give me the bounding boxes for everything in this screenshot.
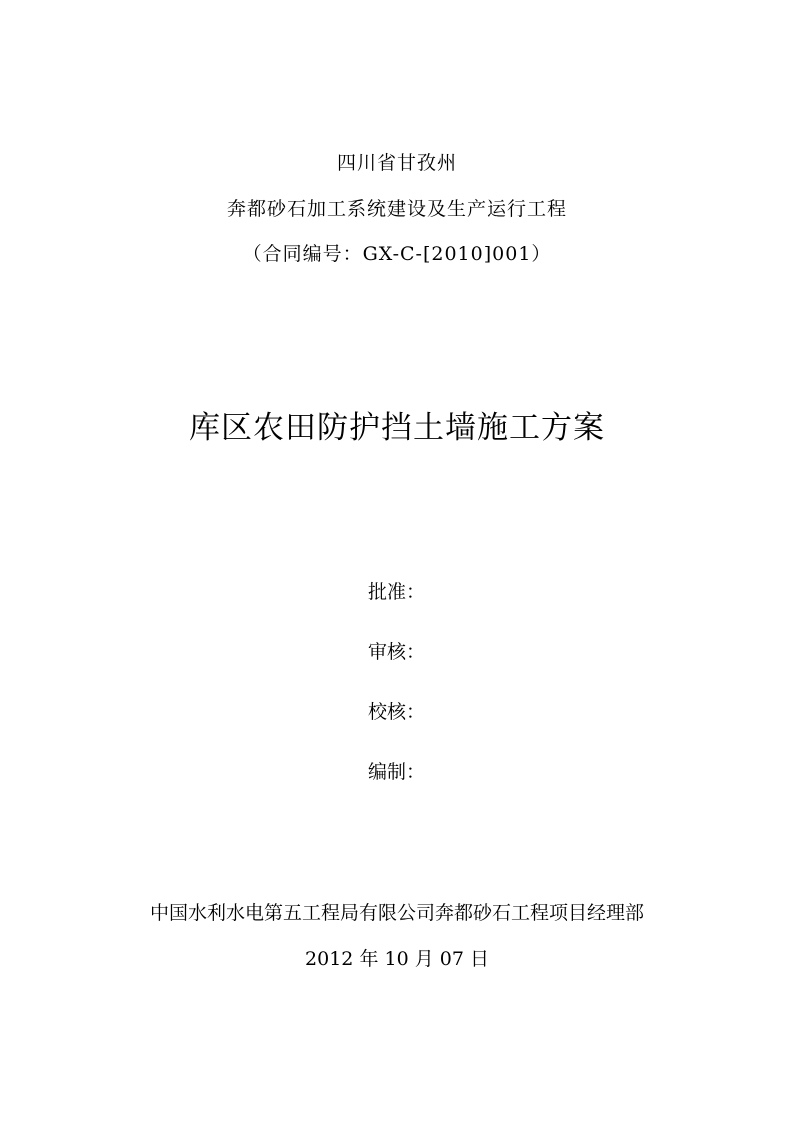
review-label: 审核： <box>368 641 426 663</box>
header-contract-number: （合同编号：GX-C-[2010]001） <box>242 243 552 265</box>
header-location: 四川省甘孜州 <box>336 152 457 174</box>
approve-label: 批准： <box>368 581 426 603</box>
check-label: 校核： <box>368 701 426 723</box>
footer-date: 2012 年 10 月 07 日 <box>305 948 489 970</box>
footer-organization: 中国水利水电第五工程局有限公司奔都砂石工程项目经理部 <box>149 902 644 924</box>
header-project-name: 奔都砂石加工系统建设及生产运行工程 <box>226 198 567 220</box>
prepare-label: 编制： <box>368 761 426 783</box>
document-title: 库区农田防护挡土墙施工方案 <box>189 410 605 446</box>
